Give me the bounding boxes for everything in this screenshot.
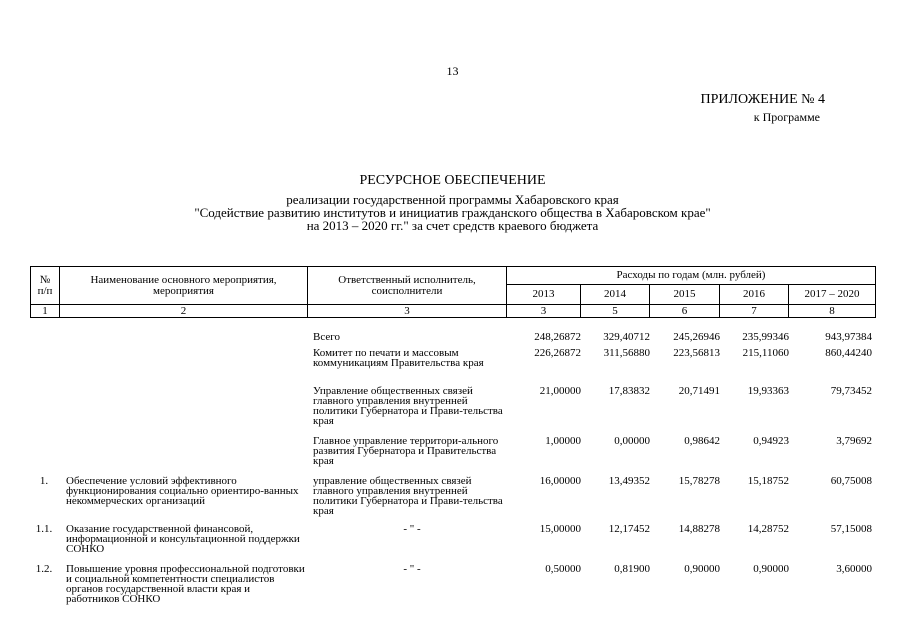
- subtitle-line-2: "Содействие развитию институтов и инициатив гражданского общества в Хабаровском крае": [194, 205, 711, 220]
- value-cell: 235,99346: [742, 331, 789, 343]
- value-cell: 15,78278: [678, 475, 720, 487]
- header-year: 2017 – 2020: [789, 285, 876, 305]
- value-cell: 14,28752: [747, 523, 789, 535]
- appendix-title: ПРИЛОЖЕНИЕ № 4: [700, 92, 825, 107]
- value-cell: 245,26946: [673, 331, 720, 343]
- col-number: 3: [507, 305, 581, 318]
- value-cell: 15,18752: [747, 475, 789, 487]
- header-expenses: Расходы по годам (млн. рублей): [507, 267, 876, 285]
- col-number: 8: [789, 305, 876, 318]
- subtitle-line-3: на 2013 – 2020 гг." за счет средств краевого бюджета: [306, 218, 599, 233]
- value-cell: 311,56880: [603, 347, 650, 359]
- value-cell: 15,00000: [539, 523, 581, 535]
- value-cell: 223,56813: [673, 347, 720, 359]
- value-cell: 0,00000: [614, 435, 650, 447]
- value-cell: 13,49352: [608, 475, 650, 487]
- executor-cell: Управление общественных связей главного управления внутренней политики Губернатора и Прави-тельства края: [313, 385, 503, 427]
- header-executor: Ответственный исполнитель, соисполнители: [308, 267, 507, 305]
- activity-name-cell: Повышение уровня профессиональной подготовки и социальной компетентности специалистов органов государственной власти края и работников СОНКО: [66, 563, 305, 605]
- value-cell: 21,00000: [539, 385, 581, 397]
- page-number: 13: [446, 64, 459, 78]
- executor-cell: Главное управление территори-ального развития Губернатора и Правительства края: [313, 435, 499, 467]
- value-cell: 57,15008: [830, 523, 872, 535]
- col-number: 3: [308, 305, 507, 318]
- value-cell: 12,17452: [608, 523, 650, 535]
- value-cell: 0,90000: [753, 563, 789, 575]
- row-number: 1.1.: [35, 523, 53, 535]
- value-cell: 20,71491: [678, 385, 720, 397]
- value-cell: 0,98642: [684, 435, 720, 447]
- value-cell: 17,83832: [608, 385, 650, 397]
- value-cell: 16,00000: [539, 475, 581, 487]
- activity-name-cell: Обеспечение условий эффективного функционирования социально ориентиро-ванных некоммерческих организаций: [66, 475, 299, 507]
- value-cell: 226,26872: [534, 347, 581, 359]
- header-year: 2014: [581, 285, 650, 305]
- activity-name-cell: Оказание государственной финансовой, информационной и консультационной поддержки СОНКО: [66, 523, 300, 555]
- row-number: 1.2.: [35, 563, 53, 575]
- header-year: 2015: [650, 285, 720, 305]
- value-cell: 943,97384: [825, 331, 872, 343]
- value-cell: 1,00000: [545, 435, 581, 447]
- header-year: 2013: [507, 285, 581, 305]
- header-name: Наименование основного мероприятия, мероприятия: [60, 267, 308, 305]
- value-cell: 248,26872: [534, 331, 581, 343]
- value-cell: 215,11060: [742, 347, 789, 359]
- executor-cell: - " -: [403, 563, 421, 575]
- col-number: 2: [60, 305, 308, 318]
- value-cell: 14,88278: [678, 523, 720, 535]
- value-cell: 0,81900: [614, 563, 650, 575]
- executor-cell: управление общественных связей главного управления внутренней политики Губернатора и Прави-тельства края: [313, 475, 503, 517]
- col-number: 7: [720, 305, 789, 318]
- col-number: 6: [650, 305, 720, 318]
- row-number: 1.: [39, 475, 49, 487]
- col-number: 5: [581, 305, 650, 318]
- header-year: 2016: [720, 285, 789, 305]
- header-num: № п/п: [31, 267, 60, 305]
- value-cell: 329,40712: [603, 331, 650, 343]
- value-cell: 0,94923: [753, 435, 789, 447]
- executor-cell: - " -: [403, 523, 421, 535]
- value-cell: 0,90000: [684, 563, 720, 575]
- value-cell: 3,60000: [836, 563, 872, 575]
- subtitle-line-1: реализации государственной программы Хабаровского края: [286, 192, 619, 207]
- value-cell: 860,44240: [825, 347, 872, 359]
- value-cell: 3,79692: [836, 435, 872, 447]
- value-cell: 0,50000: [545, 563, 581, 575]
- appendix-subtitle: к Программе: [753, 110, 820, 124]
- document-title: РЕСУРСНОЕ ОБЕСПЕЧЕНИЕ: [359, 173, 546, 188]
- executor-cell: Всего: [313, 331, 340, 343]
- executor-cell: Комитет по печати и массовым коммуникациям Правительства края: [313, 347, 484, 369]
- value-cell: 79,73452: [830, 385, 872, 397]
- col-number: 1: [31, 305, 60, 318]
- value-cell: 60,75008: [830, 475, 872, 487]
- value-cell: 19,93363: [747, 385, 789, 397]
- resource-table-header: [30, 266, 876, 318]
